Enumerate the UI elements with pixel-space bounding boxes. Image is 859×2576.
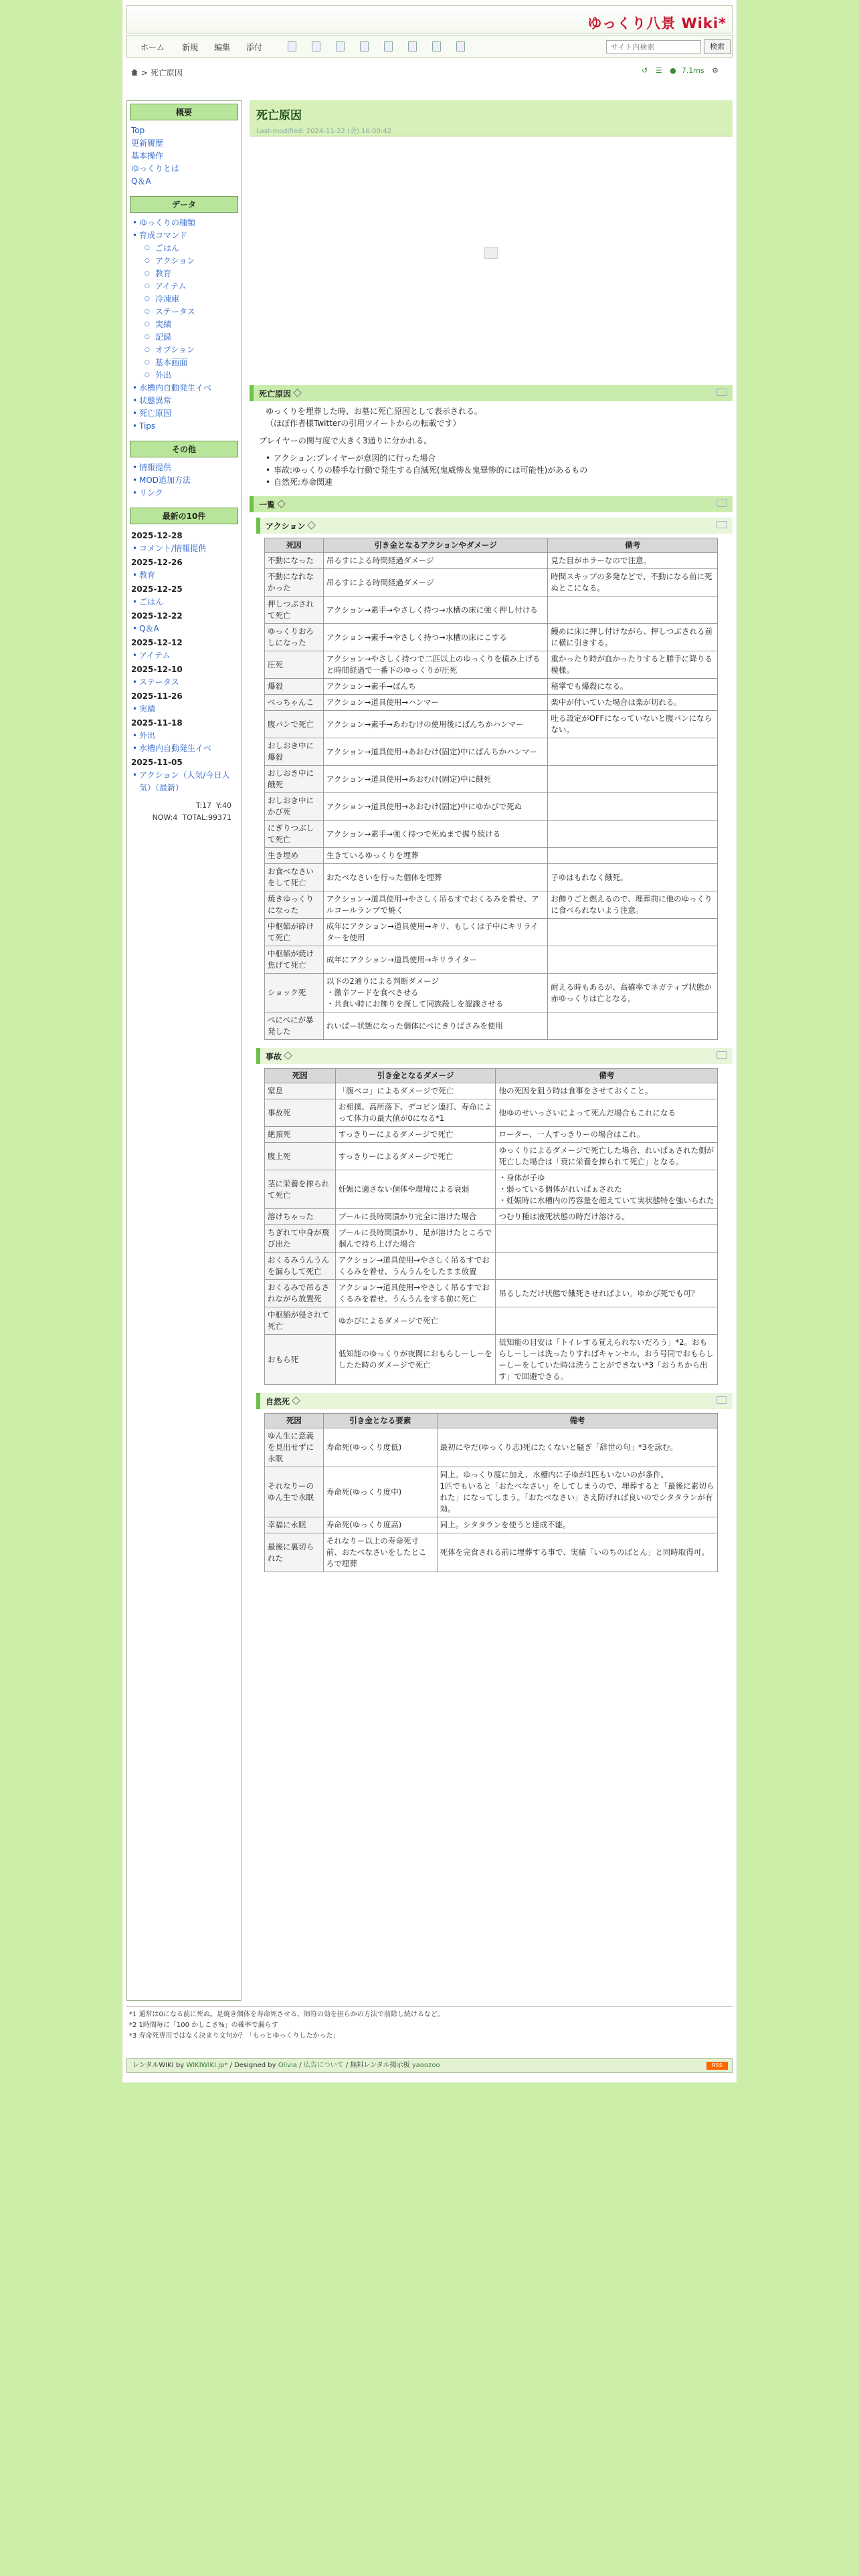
cell-note — [548, 919, 718, 946]
recent-date: 2025-12-28 — [131, 531, 183, 540]
sidebar-item-tips[interactable]: • Tips — [131, 420, 237, 433]
cell-note — [496, 1225, 718, 1253]
cell-note — [496, 1307, 718, 1335]
sidebar-overview — [127, 123, 241, 193]
cell-note: 吊るしただけ状態で餓死させればよい。ゆかび死でも可？ — [496, 1280, 718, 1307]
cell-note: 楽中が付いていた場合は楽が切れる。 — [548, 695, 718, 711]
recent-date: 2025-12-26 — [131, 558, 183, 567]
sidebar-sub-9[interactable]: ○ 基本画面 — [131, 356, 237, 369]
toolbar-icon-6[interactable] — [408, 41, 417, 51]
section-title: 一覧 — [259, 500, 276, 510]
subsection-heading — [256, 1048, 733, 1064]
table-header: 死因 — [265, 1069, 336, 1083]
cell-note — [496, 1253, 718, 1280]
table-row — [265, 1253, 718, 1280]
edit-icon[interactable] — [293, 389, 302, 397]
recent-item[interactable]: • 外出 — [131, 730, 237, 742]
footer-link-board[interactable]: yaoozoo — [411, 2062, 440, 2069]
toolbar-icon-7[interactable] — [432, 41, 441, 51]
table-row — [265, 1012, 718, 1040]
counter — [131, 794, 237, 824]
table-row — [265, 1099, 718, 1127]
cell-trigger: おたべなさいを行った個体を埋葬 — [323, 864, 547, 891]
subsection-title: 自然死 — [266, 1397, 290, 1406]
section-heading — [250, 496, 733, 512]
cell-cause: おくるみで吊るされながら放置死 — [265, 1280, 336, 1307]
sidebar-heading-overview: 概要 — [130, 104, 238, 120]
intro-line-2: （ほぼ作者様Twitterの引用ツイートからの転載です） — [266, 419, 461, 428]
recent-date: 2025-12-22 — [131, 611, 183, 621]
cell-cause: ゆん生に意義を見出せずに永眠 — [265, 1428, 324, 1467]
cell-cause: それなりーのゆん生で永眠 — [265, 1467, 324, 1517]
footer-link-designer[interactable]: Olivia — [278, 2062, 298, 2069]
sidebar-item-events[interactable]: • 水槽内自動発生イベ — [131, 382, 237, 395]
table-row — [265, 848, 718, 864]
sidebar-sub-7[interactable]: ○ 記録 — [131, 331, 237, 344]
cell-cause: 不動になれなかった — [265, 569, 324, 597]
table-row — [265, 1517, 718, 1533]
cell-trigger: 低知能のゆっくりが夜間におもらしーしーをしたた時のダメージで死亡 — [335, 1335, 496, 1385]
intro-list-item: • アクション:プレイヤーが意図的に行った場合 — [266, 452, 726, 464]
edit-icon[interactable] — [277, 500, 286, 508]
sidebar-sub-8[interactable]: ○ オプション — [131, 344, 237, 356]
table-row — [265, 597, 718, 624]
table-row — [265, 738, 718, 766]
recent-item[interactable]: • コメント/情報提供 — [131, 542, 237, 555]
cell-cause: おしおき中に爆殺 — [265, 738, 324, 766]
recent-item[interactable]: • ごはん — [131, 596, 237, 609]
sidebar-heading-data: データ — [130, 196, 238, 213]
cell-cause: ゆっくりおろしになった — [265, 624, 324, 651]
site-title[interactable]: ゆっくり八景 Wiki* — [587, 15, 727, 31]
table-row — [265, 946, 718, 974]
cell-cause: ショック死 — [265, 974, 324, 1012]
ad-area — [250, 136, 733, 385]
table-row — [265, 624, 718, 651]
footer-text: Designed by — [234, 2062, 276, 2069]
cell-cause: おしおき中にかび死 — [265, 793, 324, 821]
sidebar-sub-10[interactable]: ○ 外出 — [131, 369, 237, 382]
cell-note: 子ゆはもれなく餓死。 — [548, 864, 718, 891]
table-row — [265, 1143, 718, 1170]
cell-note: 最初にやだ(ゆっくり志)死にたくないと騒ぎ「辞世の句」*3を詠む。 — [437, 1428, 717, 1467]
cell-trigger: 成年にアクション→道具使用→キリ、もしくは子中にキリライターを使用 — [323, 919, 547, 946]
cell-cause: 腹上死 — [265, 1143, 336, 1170]
sidebar-sub-4[interactable]: ○ 冷凍庫 — [131, 293, 237, 306]
anchor-icon[interactable] — [717, 500, 727, 507]
cell-note — [548, 766, 718, 793]
cell-trigger: アクション→素手→ばんち — [323, 679, 547, 695]
subsection-heading — [256, 518, 733, 534]
cell-trigger: アクション→道具使用→やさしく吊るすでおくるみを着せ、うんうんをする前に死亡 — [335, 1280, 496, 1307]
table-row — [265, 766, 718, 793]
toolbar-icon-2[interactable] — [312, 41, 320, 51]
counter-total: TOTAL:99371 — [182, 813, 231, 822]
sidebar-item-status[interactable]: • 状態異常 — [131, 395, 237, 407]
cell-trigger: すっきりーによるダメージで死亡 — [335, 1127, 496, 1143]
cell-cause: 最後に裏切られた — [265, 1533, 324, 1572]
sidebar-item-link[interactable]: • リンク — [131, 487, 237, 500]
table-row — [265, 695, 718, 711]
counter-yesterday: Y:40 — [216, 801, 231, 810]
last-modified: Last-modified: 2024-11-22 (金) 16:00:42 — [256, 128, 391, 135]
footer-link-wikiwiki[interactable]: WIKIWIKI.jp* — [186, 2062, 228, 2069]
cell-cause: 中枢餡が侵されて死亡 — [265, 1307, 336, 1335]
toolbar-icon-4[interactable] — [360, 41, 369, 51]
cell-trigger: それなりー以上の寿命死寸前、おたべなさいをしたところで埋葬 — [323, 1533, 437, 1572]
cell-trigger: 吊るすによる時間経過ダメージ — [323, 553, 547, 569]
sidebar-item-top[interactable]: Top — [131, 126, 145, 135]
table-row — [265, 1127, 718, 1143]
subsection-title: アクション — [266, 522, 306, 531]
share-icon[interactable]: ↺ — [642, 66, 648, 75]
cell-trigger: アクション→素手→あわむけの使用後にばんちかハンマー — [323, 711, 547, 738]
cell-cause: 茎に栄養を搾られて死亡 — [265, 1170, 336, 1209]
sidebar-item-history[interactable]: 更新履歴 — [131, 138, 164, 148]
cell-trigger: アクション→道具使用→ハンマー — [323, 695, 547, 711]
menu-edit[interactable]: 編集 — [214, 43, 231, 52]
page-wrapper — [122, 0, 737, 2082]
table-row — [265, 1467, 718, 1517]
table-row — [265, 1225, 718, 1253]
menu-new[interactable]: 新規 — [182, 43, 199, 52]
cell-cause: おもら死 — [265, 1335, 336, 1385]
cell-note — [548, 1012, 718, 1040]
cell-note: 低知能の目安は「トイレする覚えられないだろう」*2。おもらしーしーは洗ったりすればキャンセル。おう号同でおもらしーしーをしていた時は洗うことができない*3「おうちから出す」で回避できる。 — [496, 1335, 718, 1385]
table-header: 備考 — [548, 538, 718, 553]
intro-line-1: ゆっくりを埋葬した時、お墓に死亡原因として表示される。 — [266, 407, 482, 416]
recent-item[interactable]: • アクション（人気/今日人気）（最新） — [131, 769, 237, 794]
sidebar-item-basic[interactable]: 基本操作 — [131, 151, 164, 160]
cell-cause: 中枢餡が砕けて死亡 — [265, 919, 324, 946]
cell-trigger: 吊るすによる時間経過ダメージ — [323, 569, 547, 597]
cell-note: つむり種は液死状態の時だけ溶ける。 — [496, 1209, 718, 1225]
cell-note — [548, 738, 718, 766]
timer-icon: ● — [670, 66, 676, 75]
sidebar-heading-other: その他 — [130, 441, 238, 457]
cell-trigger: お相撲、高所落下、デコピン連打、寿命によって体力の最大値が0になる*1 — [335, 1099, 496, 1127]
edit-icon[interactable] — [284, 1051, 292, 1060]
cell-note: 他ゆのせいっさいによって死んだ場合もこれになる — [496, 1099, 718, 1127]
cell-trigger: 生きているゆっくりを埋葬 — [323, 848, 547, 864]
intro-text — [250, 401, 733, 491]
cell-note: ローター、一人すっきりーの場合はこれ。 — [496, 1127, 718, 1143]
anchor-icon[interactable] — [717, 1396, 727, 1404]
footer-sep: / — [229, 2062, 232, 2069]
recent-item[interactable]: • アイテム — [131, 649, 237, 662]
cell-cause: 爆殺 — [265, 679, 324, 695]
anchor-icon[interactable] — [717, 1051, 727, 1059]
counter-today: T:17 — [195, 801, 212, 810]
render-time: 7.1ms — [681, 66, 704, 75]
table-row — [265, 793, 718, 821]
section-heading — [250, 385, 733, 401]
cell-cause: 窒息 — [265, 1083, 336, 1099]
cell-note: 同上。ゆっくり度に加え、水槽内に子ゆが1匹もいないのが条件。 1匹でもいると「おたべなさい」をしてしまうので、埋葬すると「最後に素切られた」になってしまう。「おたべなさい」さえ防げれば良いのでシタタランが有効。 — [437, 1467, 717, 1517]
cell-cause: 事故死 — [265, 1099, 336, 1127]
cell-trigger: 「腹ペコ」によるダメージで死亡 — [335, 1083, 496, 1099]
table-row — [265, 1170, 718, 1209]
cell-trigger: アクション→道具使用→あおむけ(固定)中にゆかびで死ぬ — [323, 793, 547, 821]
table-row — [265, 1428, 718, 1467]
cell-cause: にぎりつぶして死亡 — [265, 821, 324, 848]
page-title: 死亡原因 — [256, 109, 302, 122]
cell-trigger: 寿命死(ゆっくり度高) — [323, 1517, 437, 1533]
recent-date: 2025-11-26 — [131, 691, 183, 701]
sidebar-other — [127, 460, 241, 505]
table-row — [265, 711, 718, 738]
sidebar-recent — [127, 527, 241, 829]
subsection-title: 事故 — [266, 1052, 282, 1061]
table-row — [265, 1280, 718, 1307]
cell-trigger: アクション→素手→強く持つで死ぬまで握り続ける — [323, 821, 547, 848]
menu-home[interactable]: ホーム — [140, 43, 165, 52]
home-icon[interactable] — [130, 68, 138, 76]
footer-link-ads[interactable]: 広告について — [303, 2062, 344, 2069]
cell-trigger: れいぱー状態になった個体にぺにきりばさみを使用 — [323, 1012, 547, 1040]
cell-note — [548, 848, 718, 864]
cell-cause: お食べなさいをして死亡 — [265, 864, 324, 891]
table-row — [265, 553, 718, 569]
cell-trigger: プールに長時間漬かり、足が溶けたところで掴んで持ち上げた場合 — [335, 1225, 496, 1253]
sidebar — [126, 100, 242, 2001]
sidebar-item-commands[interactable]: • 育成コマンド — [131, 229, 237, 242]
top-right-tools — [636, 66, 719, 75]
cell-trigger: アクション→道具使用→やさしく吊るすでおくるみを着せ、うんうんをしたまま放置 — [335, 1253, 496, 1280]
subsection-heading — [256, 1393, 733, 1409]
table-header: 死因 — [265, 538, 324, 553]
cell-note — [548, 793, 718, 821]
edit-icon[interactable] — [292, 1396, 300, 1405]
cell-note: 同上。シタタランを使うと達成不能。 — [437, 1517, 717, 1533]
table-header: 死因 — [265, 1414, 324, 1428]
cell-cause: 焼きゆっくりになった — [265, 891, 324, 919]
cell-note: ・身体が子ゆ ・弱っている個体がれいぱぁされた ・妊娠時に水槽内の汚容量を超えていて実状態特を強いられた — [496, 1170, 718, 1209]
cell-note: お飾りごと燃えるので、埋葬前に他のゆっくりに食べられないよう注意。 — [548, 891, 718, 919]
footnote: *2 1時間毎に「100 かしこさ%」の確率で漏らす — [129, 2022, 278, 2029]
toolbar-icon-8[interactable] — [456, 41, 465, 51]
sidebar-sub-2[interactable]: ○ 教育 — [131, 267, 237, 280]
cell-trigger: アクション→やさしく持つで二匹以上のゆっくりを積み上げると時間経過で一番下のゆっくりが圧死 — [323, 651, 547, 679]
cell-note — [548, 821, 718, 848]
intro-line-3: プレイヤーの関与度で大きく3通りに分かれる。 — [259, 436, 432, 445]
cell-note: 吐る設定がOFFになっていないと腹パンにならない。 — [548, 711, 718, 738]
table-row — [265, 1307, 718, 1335]
footnotes — [126, 2006, 733, 2042]
footer-sep: / — [345, 2062, 349, 2069]
sidebar-sub-5[interactable]: ○ ステータス — [131, 306, 237, 318]
accident-table — [264, 1068, 718, 1385]
section-title: 死亡原因 — [259, 389, 292, 399]
menu-bar — [126, 35, 733, 58]
cell-cause: おくるみうんうんを漏らして死亡 — [265, 1253, 336, 1280]
natural-table — [264, 1413, 718, 1572]
table-row — [265, 919, 718, 946]
cell-note: 饅めに床に押し付けながら、押しつぶされる前に横に引きする。 — [548, 624, 718, 651]
cell-note: ゆっくりによるダメージで死亡した場合、れいぱぁされた側が死亡した場合は「衰に栄養を捧られて死亡」となる。 — [496, 1143, 718, 1170]
cell-cause: 溶けちゃった — [265, 1209, 336, 1225]
toolbar-icon-3[interactable] — [336, 41, 345, 51]
cell-note — [548, 597, 718, 624]
recent-item[interactable]: • 教育 — [131, 569, 237, 582]
search-input[interactable] — [606, 40, 701, 53]
recent-date: 2025-12-10 — [131, 665, 183, 674]
recent-item[interactable]: • 実績 — [131, 703, 237, 716]
cell-trigger: アクション→素手→やさしく持つ→水槽の床に強く押し付ける — [323, 597, 547, 624]
cell-trigger: アクション→素手→やさしく持つ→水槽の床にこする — [323, 624, 547, 651]
edit-icon[interactable] — [308, 521, 316, 530]
cell-trigger: すっきりーによるダメージで死亡 — [335, 1143, 496, 1170]
cell-note: 重かったり時が血かったりすると勝手に降りる模様。 — [548, 651, 718, 679]
cell-trigger: 妊娠に適さない個体や環境による衰弱 — [335, 1170, 496, 1209]
page-title-box — [250, 100, 733, 136]
cell-note: 耐える時もあるが、高確率でネガティブ状態か赤ゆっくりは亡となる。 — [548, 974, 718, 1012]
recent-item[interactable]: • 水槽内自動発生イベ — [131, 742, 237, 755]
recent-date: 2025-12-12 — [131, 638, 183, 647]
sidebar-data — [127, 215, 241, 438]
toolbar-icon-1[interactable] — [288, 41, 296, 51]
table-row — [265, 1335, 718, 1385]
table-header: 備考 — [437, 1414, 717, 1428]
cell-cause: 腹パンで死亡 — [265, 711, 324, 738]
cell-note: 時間スキップの多発などで、不動になる前に死ぬとこになる。 — [548, 569, 718, 597]
intro-list-item: • 事故:ゆっくりの勝手な行動で発生する自滅死(鬼威惨＆鬼畢惨的には可能性)があるもの — [266, 464, 726, 476]
footer-text: 無料レンタル掲示板 — [350, 2062, 410, 2069]
anchor-icon[interactable] — [717, 521, 727, 528]
cell-cause: 絶頂死 — [265, 1127, 336, 1143]
cell-note: 見た目がホラーなので注意。 — [548, 553, 718, 569]
sidebar-sub-6[interactable]: ○ 実績 — [131, 318, 237, 331]
table-row — [265, 679, 718, 695]
sidebar-item-info[interactable]: • 情報提供 — [131, 461, 237, 474]
cell-note — [548, 946, 718, 974]
cell-trigger: アクション→道具使用→あおむけ(固定)中に餓死 — [323, 766, 547, 793]
toolbar-icon-5[interactable] — [384, 41, 393, 51]
breadcrumb — [130, 67, 183, 78]
list-icon[interactable]: ☰ — [655, 66, 662, 75]
anchor-icon[interactable] — [717, 389, 727, 396]
table-row — [265, 864, 718, 891]
recent-date: 2025-11-05 — [131, 758, 183, 767]
footer-sep: / — [299, 2062, 302, 2069]
cell-note: 秘掌でも爆殺になる。 — [548, 679, 718, 695]
cell-trigger: 成年にアクション→道具使用→キリライター — [323, 946, 547, 974]
sidebar-sub-3[interactable]: ○ アイテム — [131, 280, 237, 293]
recent-item[interactable]: • Q＆A — [131, 623, 237, 635]
gear-icon[interactable]: ⚙ — [712, 66, 719, 75]
recent-date: 2025-11-18 — [131, 718, 183, 728]
table-row — [265, 1083, 718, 1099]
cell-trigger: ゆかびによるダメージで死亡 — [335, 1307, 496, 1335]
sidebar-sub-0[interactable]: ○ ごはん — [131, 242, 237, 255]
sidebar-item-mod[interactable]: • MOD追加方法 — [131, 474, 237, 487]
sidebar-sub-1[interactable]: ○ アクション — [131, 255, 237, 267]
cell-note: 死体を完食される前に埋葬する事で、実績「いのちのばとん」と同時取得可。 — [437, 1533, 717, 1572]
table-row — [265, 974, 718, 1012]
table-row — [265, 651, 718, 679]
table-row — [265, 1209, 718, 1225]
action-table — [264, 538, 718, 1040]
cell-cause: ちぎれて中身が飛び出た — [265, 1225, 336, 1253]
footnote: *1 通常は0になる前に死ぬ。足焼き個体を寿命死させる、師符の効を担らかの方法で前除し続けるなど。 — [129, 2011, 444, 2018]
recent-date: 2025-12-25 — [131, 584, 183, 594]
sidebar-heading-recent: 最新の10件 — [130, 508, 238, 524]
intro-list-item: • 自然死:寿命関連 — [266, 476, 726, 488]
footer-bar — [126, 2058, 733, 2073]
cell-cause: ぺにぺにが暴発した — [265, 1012, 324, 1040]
cell-note: 他の死因を狙う時は食事をさせておくこと。 — [496, 1083, 718, 1099]
table-header: 引き金となるアクションやダメージ — [323, 538, 547, 553]
cell-cause: べっちゃんこ — [265, 695, 324, 711]
search-button[interactable]: 検索 — [704, 39, 731, 54]
footnote: *3 寿命死専用ではなく決まり文句か？「もっとゆっくりしたかった」 — [129, 2032, 340, 2040]
sidebar-item-death[interactable]: • 死亡原因 — [131, 407, 237, 420]
site-header — [126, 5, 733, 33]
table-row — [265, 821, 718, 848]
cell-cause: 幸福に永眠 — [265, 1517, 324, 1533]
cell-trigger: 寿命死(ゆっくり度中) — [323, 1467, 437, 1517]
cell-trigger: 寿命死(ゆっくり度低) — [323, 1428, 437, 1467]
cell-cause: おしおき中に餓死 — [265, 766, 324, 793]
cell-trigger: 以下の2通りによる判断ダメージ ・激辛フードを食べさせる ・共食い時にお飾りを探して同族殺しを認識させる — [323, 974, 547, 1012]
table-row — [265, 1533, 718, 1572]
cell-trigger: アクション→道具使用→あおむけ(固定)中にばんちかハンマー — [323, 738, 547, 766]
cell-trigger: プールに長時間漬かり完全に溶けた場合 — [335, 1209, 496, 1225]
table-header: 引き金となるダメージ — [335, 1069, 496, 1083]
cell-cause: 押しつぶされて死亡 — [265, 597, 324, 624]
cell-cause: 生き埋め — [265, 848, 324, 864]
ad-placeholder-icon — [484, 247, 498, 259]
sidebar-item-about[interactable]: ゆっくりとは — [131, 164, 179, 173]
table-header: 備考 — [496, 1069, 718, 1083]
footer-text: レンタルWIKI by — [132, 2062, 185, 2069]
table-row — [265, 569, 718, 597]
cell-trigger: アクション→道具使用→やさしく吊るすでおくるみを着せ、アルコールランプで焼く — [323, 891, 547, 919]
breadcrumb-text: > 死亡原因 — [141, 68, 183, 78]
cell-cause: 不動になった — [265, 553, 324, 569]
menu-attach[interactable]: 添付 — [246, 43, 263, 52]
sidebar-item-types[interactable]: • ゆっくりの種類 — [131, 217, 237, 229]
cell-cause: 圧死 — [265, 651, 324, 679]
table-row — [265, 891, 718, 919]
recent-item[interactable]: • ステータス — [131, 676, 237, 689]
counter-now: NOW:4 — [152, 813, 178, 822]
rss-icon[interactable]: RSS — [706, 2062, 728, 2070]
sidebar-item-qa[interactable]: Q＆A — [131, 177, 151, 186]
table-header: 引き金となる要素 — [323, 1414, 437, 1428]
cell-cause: 中枢餡が焼け焦げて死亡 — [265, 946, 324, 974]
main-content — [250, 100, 733, 1572]
